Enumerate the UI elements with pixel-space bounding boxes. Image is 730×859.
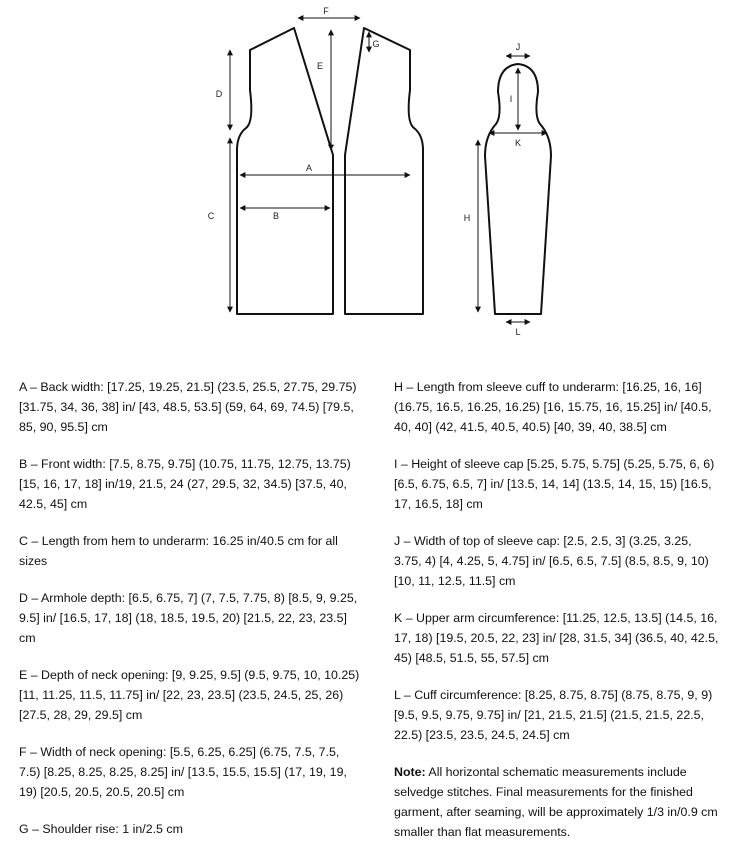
measurements-left-column [19, 377, 364, 856]
dimension-lines [230, 18, 547, 322]
label-h: H [463, 213, 471, 223]
measurement-h: H – Length from sleeve cuff to underarm: [16.25, 16, 16] (16.75, 16.5, 16.25, 16.25) [16, 15.75, 16, 15.25] in/ [40.5, 40, 40] (42, 41.5, 40.5, 40.5) [40, 39, 40, 38.5] cm [394, 380, 712, 434]
label-l: L [515, 327, 521, 337]
note [394, 762, 719, 842]
label-j: J [515, 42, 521, 52]
label-e: E [316, 61, 324, 71]
measurement-i: I – Height of sleeve cap [5.25, 5.75, 5.75] (5.25, 5.75, 6, 6) [6.5, 6.75, 6.5, 7] in/ [13.5, 14, 14] (13.5, 14, 15, 15) [16.5, 17, 16.5, 18] cm [394, 457, 715, 511]
note-text: All horizontal schematic measurements include selvedge stitches. Final measurements for the finished garment, after seaming, will be approximately 1/3 in/0.9 cm smaller than flat measurements. [394, 765, 718, 839]
measurement-e: E – Depth of neck opening: [9, 9.25, 9.5] (9.5, 9.75, 10, 10.25) [11, 11.25, 11.5, 11.75] in/ [22, 23, 23.5] (23.5, 24.5, 25, 26) [27.5, 28, 29, 29.5] cm [19, 668, 360, 722]
measurement-j: J – Width of top of sleeve cap: [2.5, 2.5, 3] (3.25, 3.25, 3.75, 4) [4, 4.25, 5, 4.75] in/ [6.5, 6.5, 7.5] (8.5, 8.5, 9, 10) [10, 11, 12.5, 11.5] cm [394, 534, 709, 588]
measurement-a: A – Back width: [17.25, 19.25, 21.5] (23.5, 25.5, 27.75, 29.75) [31.75, 34, 36, 38] in/ [43, 48.5, 53.5] (59, 64, 69, 74.5) [79.5, 85, 90, 95.5] cm [19, 380, 357, 434]
measurement-c: C – Length from hem to underarm: 16.25 in/40.5 cm for all sizes [19, 534, 338, 568]
label-g: G [372, 39, 380, 49]
measurement-d: D – Armhole depth: [6.5, 6.75, 7] (7, 7.5, 7.75, 8) [8.5, 9, 9.25, 9.5] in/ [16.5, 17, 18] (18, 18.5, 19.5, 20) [21.5, 22, 23, 23.5] cm [19, 591, 358, 645]
label-c: C [207, 211, 215, 221]
label-k: K [514, 138, 522, 148]
label-d: D [215, 89, 223, 99]
measurements-right-column [394, 377, 719, 859]
label-a: A [305, 163, 313, 173]
measurement-l: L – Cuff circumference: [8.25, 8.75, 8.75] (8.75, 8.75, 9, 9) [9.5, 9.5, 9.75, 9.75] in/ [21, 21.5, 21.5] (21.5, 21.5, 22.5, 22.5) [23.5, 23.5, 24.5, 24.5] cm [394, 688, 713, 742]
measurement-b: B – Front width: [7.5, 8.75, 9.75] (10.75, 11.75, 12.75, 13.75) [15, 16, 17, 18] in/19, 21.5, 24 (27, 29.5, 32, 34.5) [37.5, 40, 42.5, 45] cm [19, 457, 351, 511]
label-b: B [272, 211, 280, 221]
label-i: I [509, 94, 513, 104]
garment-schematic [0, 0, 730, 360]
measurement-k: K – Upper arm circumference: [11.25, 12.5, 13.5] (14.5, 16, 17, 18) [19.5, 20.5, 22, 23] in/ [28, 31.5, 34] (36.5, 40, 42.5, 45) [48.5, 51.5, 55, 57.5] cm [394, 611, 719, 665]
measurement-g: G – Shoulder rise: 1 in/2.5 cm [19, 822, 183, 836]
note-heading: Note: [394, 765, 426, 779]
dimension-labels [208, 6, 521, 337]
vest-outline [237, 28, 423, 314]
measurement-f: F – Width of neck opening: [5.5, 6.25, 6.25] (6.75, 7.5, 7.5, 7.5) [8.25, 8.25, 8.25, 8.25] in/ [13.5, 15.5, 15.5] (17, 19, 19, 19) [20.5, 20.5, 20.5, 20.5] cm [19, 745, 347, 799]
label-f: F [323, 6, 329, 16]
